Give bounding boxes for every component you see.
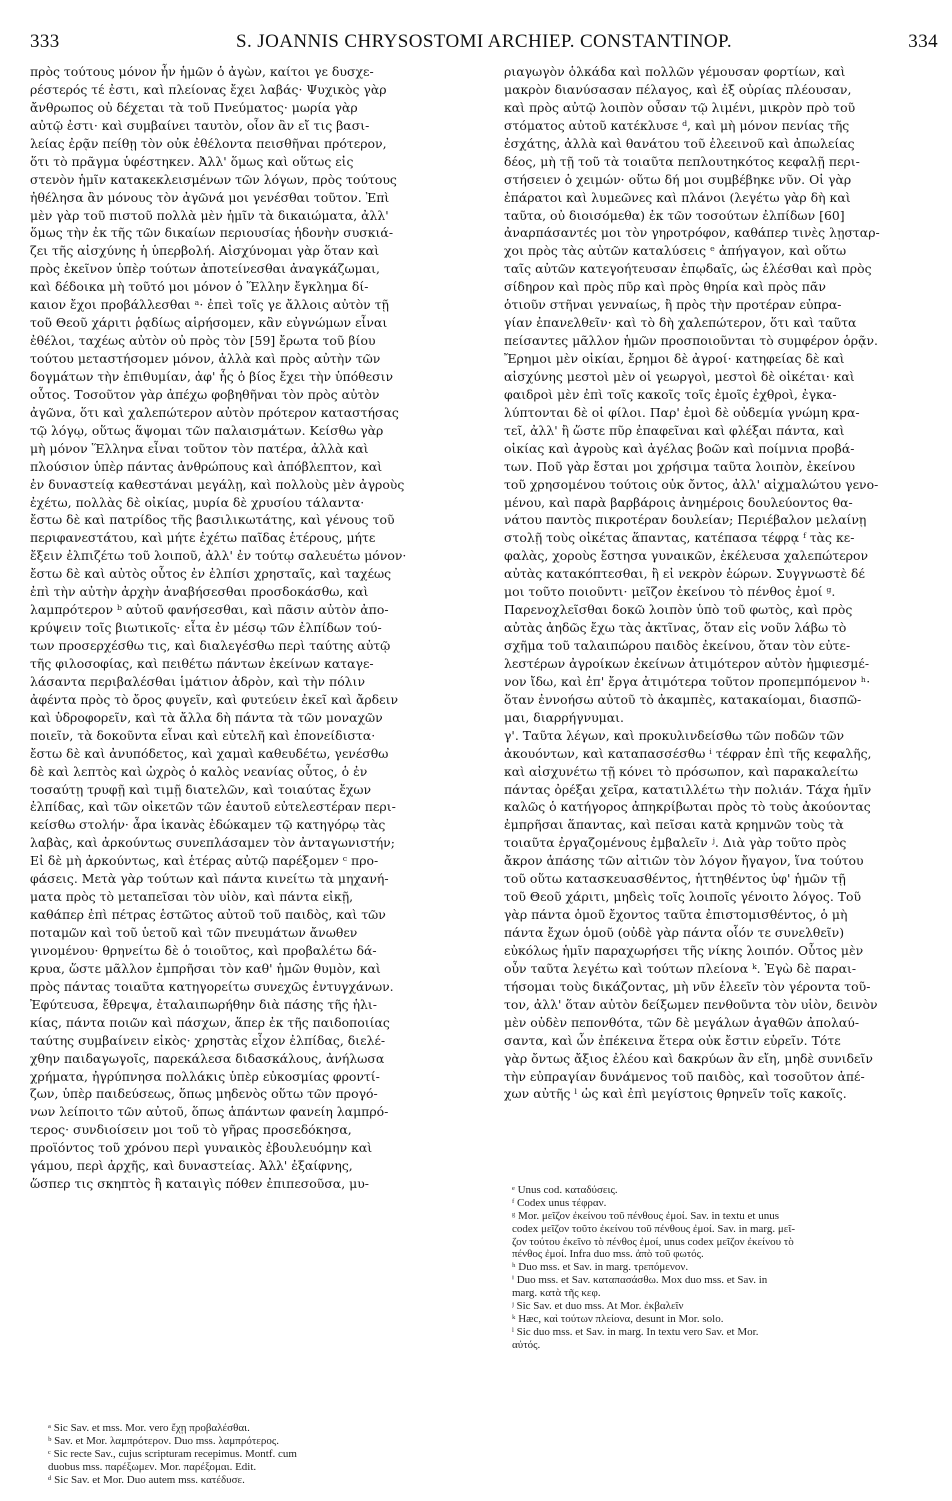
text-line: ἀναρπάσαντές μοι τὸν γηροτρόφον, καθάπερ τινὲς λῃσταρ- bbox=[504, 225, 880, 241]
footnote-line: ʲ Sic Sav. et duo mss. At Mor. ἐκβαλεῖν bbox=[512, 1300, 684, 1313]
text-line: πάντα ἔχων ὁμοῦ (οὐδὲ γὰρ πάντα οἷόν τε συνελθεῖν) bbox=[504, 925, 845, 940]
text-line: κίας, πάντα ποιῶν καὶ πάσχων, ἅπερ ἐκ τῆς παιδοποιίας bbox=[30, 1014, 390, 1030]
footnote-line: ᵍ Mor. μεῖζον ἐκείνου τοῦ πένθους ἐμοί. Sav. in textu et unus bbox=[512, 1209, 780, 1222]
text-line: σαντα, καὶ ὧν ἐπέκεινα ἕτερα οὐκ ἔστιν εὑρεῖν. Τότε bbox=[504, 1032, 841, 1048]
text-line: ἐμπρῆσαι ἅπαντας, καὶ πεῖσαι κατὰ κρημνῶν τοὺς τὰ bbox=[504, 817, 844, 833]
text-line: οἰκίας καὶ ἀγροὺς καὶ ἀγέλας βοῶν καὶ ποίμνια προβά- bbox=[504, 440, 855, 456]
text-line: αὐτὰς ἀηδῶς ἔχω τὰς ἀκτῖνας, ὅταν εἰς νοῦν λάβω τὸ bbox=[504, 620, 847, 636]
text-line: μὲν οὐδὲν πεπονθότα, τῶν δὲ μεγάλων ἀγαθῶν ἀπολαύ- bbox=[504, 1014, 860, 1030]
text-column-right bbox=[504, 63, 944, 1103]
text-line: ἀγῶνα, ὅτι καὶ χαλεπώτερον αὐτὸν πρότερον καταστήσας bbox=[30, 404, 399, 420]
text-line: δέος, μὴ τῇ τοῦ τὰ τοιαῦτα πεπλουτηκότος κεφαλῇ περι- bbox=[504, 153, 860, 169]
text-line: των προσερχέσθω τις, καὶ διαλεγέσθω περὶ ταύτης αὐτῷ bbox=[30, 638, 391, 653]
footnote-line: ᶜ Sic recte Sav., cujus scripturam recepimus. Montf. cum bbox=[48, 1447, 297, 1460]
text-line: ρέστερός τέ ἐστι, καὶ πλείονας ἔχει λαβάς· Ψυχικὸς γὰρ bbox=[30, 81, 387, 97]
text-line: κείσθω στολήν· ἆρα ἱκανὰς ἐδώκαμεν τῷ κατηγόρῳ τὰς bbox=[30, 817, 386, 833]
text-line: καὶ αἰσχυνέτω τῇ κόνει τὸ πρόσωπον, καὶ παρακαλείτω bbox=[504, 763, 858, 779]
footnote-line: ᵏ Hæc, καὶ τούτων πλείονα, desunt in Mor. solo. bbox=[512, 1312, 724, 1325]
text-line: ζων, ὑπὲρ παιδεύσεως, ὅπως μηδενὸς οὕτω τῶν προγό- bbox=[30, 1086, 378, 1102]
text-line: στήσειεν ὁ χειμών· οὕτω δή μοι συμβέβηκε νῦν. Οἱ γὰρ bbox=[504, 171, 852, 187]
text-line: καιον ἔχοι προβάλλεσθαι ᵃ· ἐπεὶ τοῖς γε ἄλλοις αὐτὸν τῇ bbox=[30, 297, 390, 313]
text-line: στολῇ τοὺς οἰκέτας ἅπαντας, κατέπασα τέφρᾳ ᶠ τὰς κε- bbox=[504, 530, 855, 546]
text-line: ματα πρὸς τὸ μεταπεῖσαι τὸν υἱὸν, καὶ πάντα εἰκῇ, bbox=[30, 889, 354, 905]
footnote-line: ᶠ Codex unus τέφραν. bbox=[512, 1196, 607, 1209]
page-number-left: 333 bbox=[30, 31, 60, 52]
text-line: οὖν ταῦτα λεγέτω καὶ τούτων πλείονα ᵏ. Ἐγὼ δὲ παραι- bbox=[504, 960, 857, 976]
text-line: σίδηρον καὶ πρὸς πῦρ καὶ πρὸς θηρία καὶ πρὸς πᾶν bbox=[504, 279, 826, 295]
text-line: ἐχέτω, πολλὰς δὲ οἰκίας, μυρία δὲ χρυσίου τάλαντα· bbox=[30, 494, 365, 510]
text-line: ποταμῶν καὶ τοῦ ὑετοῦ καὶ τῶν πνευμάτων ἄνωθεν bbox=[30, 925, 358, 940]
text-line: φάσεις. Μετὰ γὰρ τούτων καὶ πάντα κινείτω τὰ μηχανή- bbox=[30, 871, 389, 887]
footnote-line: πένθος ἐμοί. Infra duo mss. ἀπὸ τοῦ φωτός. bbox=[512, 1248, 704, 1261]
text-line: ἐν δυναστείᾳ καθεστάναι μεγάλῃ, καὶ πολλοὺς μὲν ἀγροὺς bbox=[30, 476, 405, 492]
text-line: γὰρ πάντα ὁμοῦ ἔχοντος ταῦτα ἐπιστομισθέντος, ὁ μὴ bbox=[504, 907, 848, 923]
text-line: ἐσχάτης, ἀλλὰ καὶ θανάτου τοῦ ἐλεεινοῦ καὶ ἀπωλείας bbox=[504, 135, 855, 151]
text-line: καὶ ὑδροφορεῖν, καὶ τὰ ἄλλα δὴ πάντα τὰ τῶν μοναχῶν bbox=[30, 709, 383, 725]
text-line: Παρενοχλεῖσθαι δοκῶ λοιπὸν ὑπὸ τοῦ φωτὸς, καὶ πρὸς bbox=[504, 602, 853, 618]
text-line: κρύψειν τοῖς βιωτικοῖς· εἶτα ἐν μέσῳ τῶν ἐλπίδων τού- bbox=[30, 620, 382, 636]
footnote-line: αὐτός. bbox=[512, 1338, 541, 1351]
text-line: δὲ καὶ λεπτὸς καὶ ὠχρὸς ὁ καλὸς νεανίας οὗτος, ὁ ἐν bbox=[30, 763, 368, 779]
text-line: Ἐφύτευσα, ἔθρεψα, ἐταλαιπωρήθην διὰ πάσης τῆς ἡλι- bbox=[30, 996, 377, 1012]
text-line: τον, ἀλλ' ὅταν αὐτὸν δείξωμεν πενθοῦντα τὸν υἱὸν, δεινὸν bbox=[504, 996, 878, 1012]
text-line: λεστέρων ἀγροίκων ἐκείνων ἀτιμότερον αὐτὸν ἠμφιεσμέ- bbox=[504, 655, 870, 671]
text-line: ὅταν ἐννοήσω αὐτοῦ τὸ ἀκαμπὲς, κατακαίομαι, διασπῶ- bbox=[504, 691, 862, 707]
text-line: πρὸς ἐκεῖνον ὑπὲρ τούτων ἀποτείνεσθαι ἀναγκάζωμαι, bbox=[30, 261, 380, 277]
text-line: λείας ἐρᾷν πείθῃ τὸν οὐκ ἐθέλοντα πεισθῆναι πρότερον, bbox=[30, 135, 387, 151]
text-line: φαλὰς, χοροὺς ἔστησα γυναικῶν, ἐκέλευσα χαλεπώτερον bbox=[504, 548, 869, 564]
text-line: αὐτῷ ἐστι· καὶ συμβαίνει ταυτὸν, οἷον ἂν εἴ τις βασι- bbox=[30, 117, 370, 133]
text-line: ταῦτα, οὐ διοισόμεθα) ἐκ τῶν τοσούτων ἐλπίδων [60] bbox=[504, 207, 845, 223]
running-title: S. JOANNIS CHRYSOSTOMI ARCHIEP. CONSTANTINOP. bbox=[236, 31, 732, 52]
text-line: οὗτος. Τοσοῦτον γὰρ ἀπέχω φοβηθῆναι τὸν πρὸς αὐτὸν bbox=[30, 386, 380, 402]
text-line: μακρὸν διανύσασαν πέλαγος, καὶ ἐξ οὐρίας πλέουσαν, bbox=[504, 81, 852, 97]
footnote-line: ᵉ Unus cod. καταδύσεις. bbox=[512, 1184, 618, 1196]
text-line: ἀφέντα πρὸς τὸ ὄρος φυγεῖν, καὶ φυτεύειν ἐκεῖ καὶ ἄρδειν bbox=[30, 691, 399, 707]
text-line: τὴν εὐπραγίαν δυνάμενος τοῦ παιδὸς, καὶ τοσοῦτον ἀπέ- bbox=[504, 1068, 865, 1084]
running-header bbox=[30, 31, 938, 57]
text-line: τοσαύτῃ τρυφῇ καὶ τιμῇ διατελῶν, καὶ τοιαύτας ἔχων bbox=[30, 781, 372, 797]
text-line: γινομένου· θρηνείτω δὲ ὁ τοιοῦτος, καὶ προβαλέτω δά- bbox=[30, 942, 377, 958]
text-line: τοιαῦτα ἐργαζομένους ἐμβαλεῖν ʲ. Διὰ γὰρ τοῦτο πρὸς bbox=[504, 835, 847, 851]
text-line: τήσομαι τοὺς δικάζοντας, μὴ νῦν ἐλεεῖν τὸν γέροντα τοῦ- bbox=[504, 978, 871, 994]
text-line: ἔστω δὲ καὶ πατρίδος τῆς βασιλικωτάτης, καὶ γένους τοῦ bbox=[30, 512, 395, 528]
text-line: ποιεῖν, τὰ δοκοῦντα εἶναι καὶ εὐτελῆ καὶ ἐπονείδιστα· bbox=[30, 727, 376, 743]
text-line: χρήματα, ἠγρύπνησα πολλάκις ὑπὲρ εὐκοσμίας φροντί- bbox=[30, 1068, 380, 1084]
text-line: ἔστω δὲ καὶ αὐτὸς οὗτος ἐν ἐλπίσι χρησταῖς, καὶ ταχέως bbox=[30, 566, 392, 582]
text-line: τῷ λόγῳ, οὕτως ἅψομαι τῶν παλαισμάτων. Κείσθω γὰρ bbox=[30, 422, 384, 438]
text-line: ὁτιοῦν στῆναι γενναίως, ἢ πρὸς τὴν προτέραν εὐπρα- bbox=[504, 297, 842, 313]
text-line: γ'. Ταῦτα λέγων, καὶ προκυλινδείσθω τῶν ποδῶν τῶν bbox=[504, 727, 845, 743]
text-line: ἠθέλησα ἂν μόνους τὸν ἀγῶνά μοι γενέσθαι τοῦτον. Ἐπὶ bbox=[30, 189, 390, 205]
text-line: δογμάτων τὴν ἐπιθυμίαν, ἀφ' ἧς ὁ βίος ἔχει τὴν ὑπόθεσιν bbox=[30, 368, 394, 384]
text-line: μαι, διαρρήγνυμαι. bbox=[504, 709, 624, 725]
text-line: των. Ποῦ γὰρ ἔσται μοι χρήσιμα ταῦτα λοιπὸν, ἐκείνου bbox=[504, 458, 856, 474]
text-line: γάμου, περὶ ἀρχῆς, καὶ δυναστείας. Ἀλλ' ἐξαίφνης, bbox=[30, 1158, 353, 1174]
text-line: νον ἴδω, καὶ ἐπ' ἔργα ἀτιμότερα τοῦτον προπεμπόμενον ʰ· bbox=[504, 673, 871, 689]
text-line: ἐπὶ τὴν αὐτὴν ἀρχὴν ἀναβήσεσθαι προσδοκάσθω, καὶ bbox=[30, 584, 369, 600]
text-line: αὐτὰς κατακόπτεσθαι, ἢ εἰ νεκρὸν ἑώρων. Συγγνωστὲ δέ bbox=[504, 566, 865, 582]
text-line: ἐλπίδας, καὶ τῶν οἰκετῶν τῶν ἑαυτοῦ εὐτελεστέραν περι- bbox=[30, 799, 396, 815]
footnote-line: ʰ Duo mss. et Sav. in marg. τρεπόμενον. bbox=[512, 1261, 689, 1274]
text-line: περιφανεστάτου, καὶ μήτε ἐχέτω παῖδας ἑτέρους, μήτε bbox=[30, 530, 376, 546]
text-line: ἀκουόντων, καὶ καταπασσέσθω ⁱ τέφραν ἐπὶ τῆς κεφαλῆς, bbox=[504, 745, 872, 761]
footnote-line: ᵇ Sav. et Mor. λαμπρότερον. Duo mss. λαμπρότερος. bbox=[48, 1434, 279, 1447]
text-line: γίαν ἐπανελθεῖν· καὶ τὸ δὴ χαλεπώτερον, ὅτι καὶ ταῦτα bbox=[504, 315, 857, 331]
text-line: ἔστω δὲ καὶ ἀνυπόδετος, καὶ χαμαὶ καθευδέτω, γενέσθω bbox=[30, 745, 389, 761]
text-line: τοῦ Θεοῦ χάριτι ῥᾳδίως αἱρήσομεν, κἂν εὐγνώμων εἶναι bbox=[30, 315, 388, 331]
text-line: μένου, καὶ παρὰ βαρβάροις ἀνημέροις δουλεύοντος θα- bbox=[504, 494, 853, 510]
text-line: λαμπρότερον ᵇ αὐτοῦ φανήσεσθαι, καὶ πᾶσιν αὐτὸν ἀπο- bbox=[30, 602, 389, 618]
page-number-right: 334 bbox=[908, 31, 938, 52]
footnotes-left bbox=[48, 1422, 482, 1486]
text-line: ὅμως τὴν ἐκ τῆς τῶν δικαίων περιουσίας ἡδονὴν συσκιά- bbox=[30, 225, 394, 241]
text-line: τοῦ οὕτω κατασκευασθέντος, ἡττηθέντος ὑφ' ἡμῶν τῇ bbox=[504, 871, 846, 887]
text-line: τεῖ, ἀλλ' ἢ ὥστε πῦρ ἐπαφεῖναι καὶ φλέξαι πάντα, καὶ bbox=[504, 422, 845, 438]
text-line: ἐπάρατοι καὶ λυμεῶνες καὶ πλάνοι (λεγέτω γὰρ δὴ καὶ bbox=[504, 189, 851, 205]
footnote-line: ˡ Sic duo mss. et Sav. in marg. In textu vero Sav. et Mor. bbox=[512, 1325, 759, 1338]
footnote-line: marg. κατὰ τῆς κεφ. bbox=[512, 1287, 601, 1300]
text-line: χων αὐτῆς ˡ ὡς καὶ ἐπὶ μεγίστοις θρηνεῖν τοῖς κακοῖς. bbox=[504, 1086, 847, 1102]
text-line: τερος· συνδιοίσειν μοι τοῦ τὸ γῆρας προσεδόκησα, bbox=[30, 1122, 352, 1138]
text-line: λύπτονται δὲ οἱ φίλοι. Παρ' ἐμοὶ δὲ οὐδεμία γνώμη κρα- bbox=[504, 404, 860, 420]
text-line: αἰσχύνης μεστοὶ μὲν οἱ γεωργοὶ, μεστοὶ δὲ οἰκέται· καὶ bbox=[504, 368, 855, 384]
text-line: στενὸν ἡμῖν κατακεκλεισμένων τῶν λόγων, πρὸς τούτους bbox=[30, 171, 397, 187]
text-line: τῆς φιλοσοφίας, καὶ πειθέτω πάντων ἐκείνων καταγε- bbox=[30, 655, 374, 671]
text-line: προϊόντος τοῦ χρόνου περὶ γυναικὸς ἐβουλευόμην καὶ bbox=[30, 1140, 373, 1156]
text-line: πρὸς τούτους μόνον ἦν ἡμῶν ὁ ἀγὼν, καίτοι γε δυσχε- bbox=[30, 64, 374, 79]
text-line: ταῖς αὐτῶν κατεγοήτευσαν ἐπῳδαῖς, ὡς ἑλέσθαι καὶ πρὸς bbox=[504, 261, 872, 277]
footnote-line: ⁱ Duo mss. et Sav. καταπασάσθω. Mox duo mss. et Sav. in bbox=[512, 1274, 768, 1287]
text-line: εὐκόλως ἡμῖν παραχωρήσει τῆς νίκης λοιπόν. Οὗτος μὲν bbox=[504, 942, 864, 958]
text-line: στόματος αὐτοῦ κατέκλυσε ᵈ, καὶ μὴ μόνον πενίας τῆς bbox=[504, 117, 850, 133]
footnote-line: ζον τούτου ἐκεῖνο τὸ πένθος ἐμοί, unus codex μεῖζον ἐκείνου τὸ bbox=[512, 1235, 794, 1248]
text-line: τούτου μεταστήσομεν μόνον, ἀλλὰ καὶ πρὸς αὐτὴν τῶν bbox=[30, 351, 381, 366]
text-line: χθην παιδαγωγοῖς, παρεκάλεσα διδασκάλους, ἀνήλωσα bbox=[30, 1050, 385, 1066]
text-line: ἄκρον ἁπάσης τῶν αἰτιῶν τὸν λόγον ἤγαγον, ἵνα τούτου bbox=[504, 853, 864, 869]
footnote-line: ᵃ Sic Sav. et mss. Mor. vero ἔχῃ προβαλέσθαι. bbox=[48, 1422, 250, 1434]
text-line: ταύτης συμβαίνειν εἰκὸς· χρηστὰς εἶχον ἐλπίδας, διελέ- bbox=[30, 1032, 386, 1048]
text-line: φαιδροὶ μὲν ἐπὶ τοῖς κακοῖς τοῖς ἐμοῖς ἐχθροὶ, ἐγκα- bbox=[504, 386, 837, 402]
text-line: ὥσπερ τις σκηπτὸς ἢ καταιγὶς πόθεν ἐπιπεσοῦσα, μυ- bbox=[30, 1176, 369, 1192]
text-line: καὶ δέδοικα μὴ τοῦτό μοι μόνον ὁ Ἕλλην ἔγκλημα δί- bbox=[30, 279, 369, 295]
text-line: ἔξειν ἐλπιζέτω τοῦ λοιποῦ, ἀλλ' ἐν τούτῳ σαλευέτω μόνον· bbox=[30, 548, 407, 564]
text-line: ὅτι τὸ πρᾶγμα ὑφέστηκεν. Ἀλλ' ὅμως καὶ οὕτως εἰς bbox=[30, 153, 354, 169]
footnotes-right bbox=[512, 1184, 944, 1352]
footnote-line: duobus mss. παρέξωμεν. Mor. παρέξομαι. Edit. bbox=[48, 1460, 257, 1473]
text-line: λαβὰς, καὶ ἀρκούντως συνεπλάσαμεν τὸν ἀνταγωνιστήν; bbox=[30, 835, 395, 851]
text-line: ζει τῆς αἰσχύνης ἡ ὑπερβολή. Αἰσχύνομαι γὰρ ὅταν καὶ bbox=[30, 243, 380, 259]
text-line: καὶ πρὸς αὐτῷ λοιπὸν οὖσαν τῷ λιμένι, μικρὸν πρὸ τοῦ bbox=[504, 99, 856, 115]
text-line: πλούσιον ὑπὲρ πάντας ἀνθρώπους καὶ ἀπόβλεπτον, καὶ bbox=[30, 458, 383, 474]
text-line: καθάπερ ἐπὶ πέτρας ἑστῶτος αὐτοῦ τοῦ παιδὸς, καὶ τῶν bbox=[30, 907, 386, 923]
text-line: τοῦ Θεοῦ χάριτι, μηδεὶς τοῖς λοιποῖς γένοιτο λόγος. Τοῦ bbox=[504, 889, 862, 905]
text-line: νων λείποιτο τῶν αὐτοῦ, ὅπως ἁπάντων φανείη λαμπρό- bbox=[30, 1104, 389, 1120]
text-line: κρυα, ὥστε μᾶλλον ἐμπρῆσαι τὸν καθ' ἡμῶν θυμὸν, καὶ bbox=[30, 960, 381, 976]
text-line: νάτου παντὸς πικροτέραν δουλείαν; Περιέβαλον μελαίνῃ bbox=[504, 512, 867, 528]
text-line: πείσαντες μᾶλλον ἡμῶν προσποιοῦνται τὸ συμφέρον ὁρᾷν. bbox=[504, 333, 878, 349]
text-line: καλῶς ὁ κατήγορος ἀπηκρίβωται πρὸς τὸ τοὺς ἀκούοντας bbox=[504, 799, 871, 815]
text-line: μὴ μόνον Ἕλληνα εἶναι τοῦτον τὸν πατέρα, ἀλλὰ καὶ bbox=[30, 440, 369, 456]
text-line: ἄνθρωπος οὐ δέχεται τὰ τοῦ Πνεύματος· μωρία γὰρ bbox=[30, 99, 358, 115]
text-line: ριαγωγὸν ὁλκάδα καὶ πολλῶν γέμουσαν φορτίων, καὶ bbox=[504, 64, 846, 79]
text-line: πρὸς πάντας τοιαῦτα κατηγορείτω συνεχῶς ἐντυγχάνων. bbox=[30, 978, 394, 994]
text-column-left bbox=[30, 63, 482, 1193]
text-line: τοῦ χρησομένου τούτοις οὐκ ὄντος, ἀλλ' αἰχμαλώτου γενο- bbox=[504, 476, 879, 492]
text-line: μοι τοῦτο ποιοῦντι· μεῖζον ἐκείνου τὸ πένθος ἐμοί ᵍ. bbox=[504, 584, 836, 600]
text-line: χοι πρὸς τὰς αὐτῶν καταλύσεις ᵉ ἀπήγαγον, καὶ οὕτω bbox=[504, 243, 847, 259]
text-line: γὰρ ὄντως ἄξιος ἐλέου καὶ δακρύων ἂν εἴη, μηδὲ συνιδεῖν bbox=[504, 1050, 873, 1066]
footnote-line: codex μεῖζον τοῦτο ἐκείνου τοῦ πένθους ἐμοί. Sav. in marg. μεῖ- bbox=[512, 1222, 796, 1235]
text-line: Ἔρημοι μὲν οἰκίαι, ἔρημοι δὲ ἀγροί· κατηφείας δὲ καὶ bbox=[504, 351, 845, 366]
text-line: πάντας ὀρέξαι χεῖρα, κατατιλλέτω τὴν πολιάν. Τάχα ἡμῖν bbox=[504, 781, 872, 797]
text-line: ἐθέλοι, ταχέως αὐτὸν οὐ πρὸς τὸν [59] ἔρωτα τοῦ βίου bbox=[30, 333, 376, 349]
text-line: Εἰ δὲ μὴ ἀρκούντως, καὶ ἑτέρας αὐτῷ παρέξομεν ᶜ προ- bbox=[30, 853, 379, 869]
footnote-line: ᵈ Sic Sav. et Mor. Duo autem mss. κατέδυσε. bbox=[48, 1473, 245, 1486]
text-line: σχῆμα τοῦ ταλαιπώρου παιδὸς ἐκείνου, ὅταν τὸν εὐτε- bbox=[504, 638, 851, 653]
text-line: μὲν γὰρ τοῦ πιστοῦ πολλὰ μὲν ἡμῖν τὰ δικαιώματα, ἀλλ' bbox=[30, 207, 389, 223]
text-line: λάσαντα περιβαλέσθαι ἱμάτιον ἀδρὸν, καὶ τὴν πόλιν bbox=[30, 673, 365, 689]
